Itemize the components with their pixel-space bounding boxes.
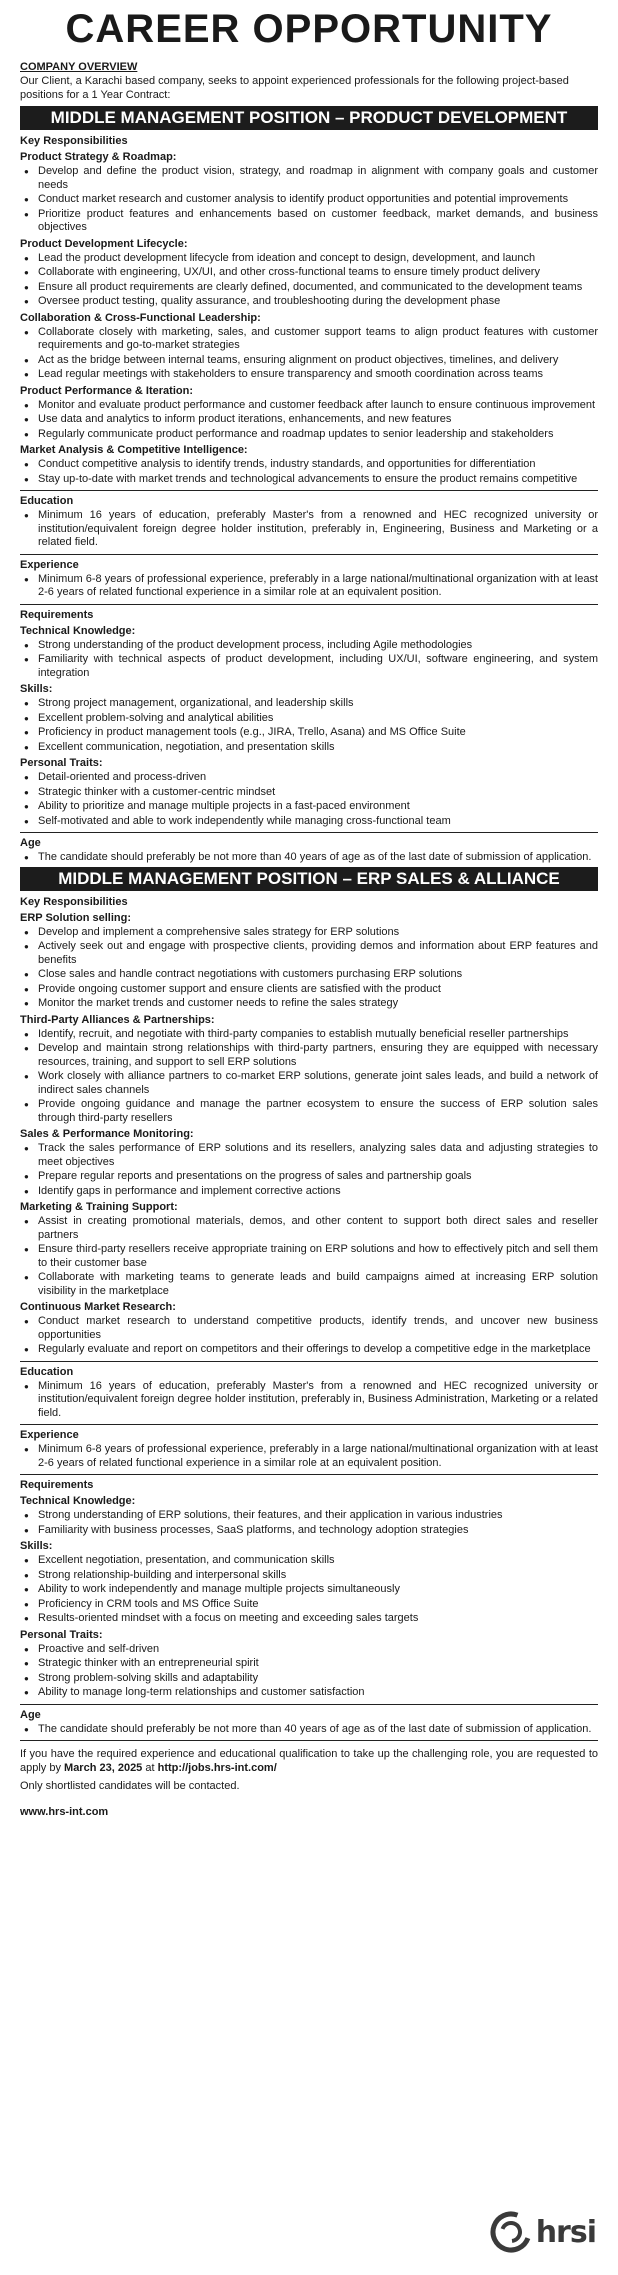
list-item: ● Regularly evaluate and report on competitors and their offerings to develop a competitive edge in the marketplace: [20, 1343, 598, 1357]
list-item: ● Conduct competitive analysis to identify trends, industry standards, and opportunities for differentiation: [20, 458, 598, 472]
responsibility-list: [20, 165, 598, 235]
list-item: ● Proactive and self-driven: [20, 1643, 598, 1657]
footer-divider: [20, 1740, 598, 1741]
list-item: ● Excellent problem-solving and analytical abilities: [20, 712, 598, 726]
position-title-banner: MIDDLE MANAGEMENT POSITION – ERP SALES & ALLIANCE: [20, 867, 598, 891]
list-item: ● Lead the product development lifecycle from ideation and concept to design, development, and launch: [20, 252, 598, 266]
list-item: ● Act as the bridge between internal teams, ensuring alignment on product objectives, timelines, and delivery: [20, 354, 598, 368]
logo-text: hrsi: [535, 2214, 596, 2250]
list-item: ● Monitor and evaluate product performance and customer feedback after launch to ensure continuous improvement: [20, 399, 598, 413]
list-item: ● Self-motivated and able to work independently while managing cross-functional team: [20, 815, 598, 829]
list-item: ● Lead regular meetings with stakeholders to ensure transparency and smooth coordination across teams: [20, 368, 598, 382]
responsibility-group-heading: Continuous Market Research:: [20, 1301, 176, 1313]
list-item: ● Monitor the market trends and customer needs to refine the sales strategy: [20, 997, 598, 1011]
list-item: ● Collaborate with engineering, UX/UI, and other cross-functional teams to ensure timely product delivery: [20, 266, 598, 280]
key-responsibilities-heading: Key Responsibilities: [20, 895, 128, 908]
section-divider: [20, 1424, 598, 1425]
apply-text-mid: at: [142, 1762, 158, 1774]
age-heading: Age: [20, 1708, 41, 1721]
list-item: ● Proficiency in product management tools (e.g., JIRA, Trello, Asana) and MS Office Suite: [20, 726, 598, 740]
list-item: ● Strong understanding of ERP solutions, their features, and their application in various industries: [20, 1509, 598, 1523]
responsibility-group-heading: Sales & Performance Monitoring:: [20, 1128, 194, 1140]
responsibility-list: [20, 252, 598, 309]
page-title: CAREER OPPORTUNITY: [65, 7, 553, 51]
section-divider: [20, 1474, 598, 1475]
apply-text-start: If you have the required experience and educational qualification to take up the challenging role, you are requested to apply by: [20, 1748, 598, 1774]
responsibility-list: [20, 1315, 598, 1357]
list-item: ● Excellent negotiation, presentation, and communication skills: [20, 1554, 598, 1568]
responsibility-group-heading: Marketing & Training Support:: [20, 1201, 178, 1213]
requirements-heading: Requirements: [20, 1479, 94, 1491]
list-item: ● Develop and maintain strong relationships with third-party partners, ensuring they are equipped with necessary resources, training, and support to sell ERP solutions: [20, 1042, 598, 1069]
requirement-list: [20, 639, 598, 681]
list-item: ● The candidate should preferably be not more than 40 years of age as of the last date of submission of application.: [20, 851, 598, 865]
list-item: ● Minimum 6-8 years of professional experience, preferably in a large national/multinational organization with at least 2-6 years of related functional experience in a similar role at an equivalent position.: [20, 1443, 598, 1470]
education-heading: Education: [20, 1365, 74, 1378]
responsibility-group-heading: Market Analysis & Competitive Intelligence:: [20, 444, 248, 456]
list-item: ● Minimum 16 years of education, preferably Master's from a renowned and HEC recognized university or institution/equivalent foreign degree holder institution, preferably in, Engineering, Business and Marketing or a related field.: [20, 509, 598, 550]
age-heading: Age: [20, 837, 41, 849]
list-item: ● Oversee product testing, quality assurance, and troubleshooting during the development phase: [20, 295, 598, 309]
list-item: ● Strategic thinker with an entrepreneurial spirit: [20, 1657, 598, 1671]
list-item: ● Strong problem-solving skills and adaptability: [20, 1672, 598, 1686]
application-deadline: March 23, 2025: [64, 1762, 143, 1774]
requirement-group-heading: Technical Knowledge:: [20, 624, 136, 637]
list-item: ● Proficiency in CRM tools and MS Office Suite: [20, 1598, 598, 1612]
responsibility-list: [20, 458, 598, 486]
company-overview-heading: COMPANY OVERVIEW: [20, 61, 138, 73]
list-item: ● Collaborate with marketing teams to generate leads and build campaigns aimed at increasing ERP solution visibility in the marketplace: [20, 1271, 598, 1298]
list-item: ● Prepare regular reports and presentations on the progress of sales and partnership goals: [20, 1170, 598, 1184]
list-item: ● Conduct market research to understand competitive products, identify trends, and uncover new business opportunities: [20, 1315, 598, 1342]
requirement-list: [20, 1554, 598, 1626]
list-item: ● Familiarity with technical aspects of product development, including UX/UI, software engineering, and system integration: [20, 653, 598, 680]
education-list: [20, 509, 598, 550]
responsibility-group-heading: Product Development Lifecycle:: [20, 237, 188, 250]
list-item: ● Develop and implement a comprehensive sales strategy for ERP solutions: [20, 926, 598, 940]
list-item: ● Regularly communicate product performance and roadmap updates to senior leadership and stakeholders: [20, 428, 598, 442]
list-item: ● Identify, recruit, and negotiate with third-party companies to establish mutually beneficial reseller partnerships: [20, 1028, 598, 1042]
responsibility-group-heading: Third-Party Alliances & Partnerships:: [20, 1013, 215, 1026]
list-item: ● Results-oriented mindset with a focus on meeting and exceeding sales targets: [20, 1612, 598, 1626]
section-divider: [20, 1704, 598, 1705]
list-item: ● Collaborate closely with marketing, sales, and customer support teams to align product features with customer requirements and go-to-market strategies: [20, 326, 598, 353]
responsibility-list: [20, 926, 598, 1011]
education-heading: Education: [20, 495, 74, 507]
requirement-list: [20, 1509, 598, 1537]
experience-heading: Experience: [20, 558, 79, 571]
requirements-heading: Requirements: [20, 608, 94, 621]
list-item: ● Strong project management, organizational, and leadership skills: [20, 697, 598, 711]
section-divider: [20, 1361, 598, 1362]
list-item: ● Minimum 16 years of education, preferably Master's from a renowned and HEC recognized university or institution/equivalent foreign degree holder institution, preferably in, Business Administration, Marketing or a related field.: [20, 1380, 598, 1421]
list-item: ● Detail-oriented and process-driven: [20, 771, 598, 785]
list-item: ● Strong understanding of the product development process, including Agile methodologies: [20, 639, 598, 653]
list-item: ● Ensure all product requirements are clearly defined, documented, and communicated to the development teams: [20, 281, 598, 295]
requirement-group-heading: Technical Knowledge:: [20, 1495, 136, 1507]
application-link[interactable]: http://jobs.hrs-int.com/: [157, 1762, 277, 1774]
key-responsibilities-heading: Key Responsibilities: [20, 135, 128, 147]
responsibility-group-heading: Collaboration & Cross-Functional Leadership:: [20, 311, 261, 324]
requirement-group-heading: Skills:: [20, 1540, 53, 1552]
list-item: ● Minimum 6-8 years of professional experience, preferably in a large national/multinational organization with at least 2-6 years of related functional experience in a similar role at an equivalent position.: [20, 573, 598, 600]
list-item: ● Actively seek out and engage with prospective clients, providing demos and information about ERP features and benefits: [20, 940, 598, 967]
experience-list: [20, 1443, 598, 1470]
requirement-group-heading: Personal Traits:: [20, 1628, 103, 1641]
list-item: ● Develop and define the product vision, strategy, and roadmap in alignment with company goals and customer needs: [20, 165, 598, 192]
list-item: ● Provide ongoing guidance and manage the partner ecosystem to ensure the success of ERP solution sales through third-party resellers: [20, 1098, 598, 1125]
experience-heading: Experience: [20, 1429, 79, 1441]
list-item: ● Use data and analytics to inform product iterations, enhancements, and new features: [20, 413, 598, 427]
positions-container: [20, 106, 598, 1736]
experience-list: [20, 573, 598, 600]
shortlist-note: Only shortlisted candidates will be contacted.: [20, 1780, 240, 1792]
list-item: ● Ability to work independently and manage multiple projects simultaneously: [20, 1583, 598, 1597]
responsibility-list: [20, 1142, 598, 1198]
list-item: ● Assist in creating promotional materials, demos, and other content to support both direct sales and reseller partners: [20, 1215, 598, 1242]
list-item: ● Track the sales performance of ERP solutions and its resellers, analyzing sales data and adjusting strategies to meet objectives: [20, 1142, 598, 1169]
section-divider: [20, 604, 598, 605]
responsibility-group-heading: ERP Solution selling:: [20, 911, 132, 924]
responsibility-list: [20, 1215, 598, 1298]
requirement-list: [20, 697, 598, 754]
responsibility-list: [20, 399, 598, 442]
company-website[interactable]: www.hrs-int.com: [20, 1806, 109, 1818]
list-item: ● Prioritize product features and enhancements based on customer feedback, market demands, and business objectives: [20, 208, 598, 235]
list-item: ● Ability to prioritize and manage multiple projects in a fast-paced environment: [20, 800, 598, 814]
hrsi-swirl-logo-icon: [490, 2211, 532, 2253]
application-instructions: [20, 1747, 598, 1775]
section-divider: [20, 554, 598, 555]
requirement-list: [20, 771, 598, 828]
responsibility-list: [20, 1028, 598, 1126]
section-divider: [20, 832, 598, 833]
list-item: ● Strategic thinker with a customer-centric mindset: [20, 786, 598, 800]
list-item: ● Ability to manage long-term relationships and customer satisfaction: [20, 1686, 598, 1700]
list-item: ● Work closely with alliance partners to co-market ERP solutions, generate joint sales leads, and build a network of indirect sales channels: [20, 1070, 598, 1097]
requirement-list: [20, 1643, 598, 1700]
list-item: ● Excellent communication, negotiation, and presentation skills: [20, 741, 598, 755]
hrsi-logo: [490, 2211, 596, 2253]
responsibility-group-heading: Product Strategy & Roadmap:: [20, 151, 177, 163]
position-section: [20, 867, 598, 1737]
company-overview-text: Our Client, a Karachi based company, seeks to appoint experienced professionals for the following project-based positions for a 1 Year Contract:: [20, 75, 569, 101]
section-divider: [20, 490, 598, 491]
list-item: ● Provide ongoing customer support and ensure clients are satisfied with the product: [20, 983, 598, 997]
position-section: [20, 106, 598, 865]
responsibility-group-heading: Product Performance & Iteration:: [20, 384, 193, 397]
list-item: ● The candidate should preferably be not more than 40 years of age as of the last date of submission of application.: [20, 1723, 598, 1737]
position-title-banner: MIDDLE MANAGEMENT POSITION – PRODUCT DEVELOPMENT: [20, 106, 598, 130]
list-item: ● Ensure third-party resellers receive appropriate training on ERP solutions and how to effectively pitch and sell them to their customer base: [20, 1243, 598, 1270]
requirement-group-heading: Skills:: [20, 683, 53, 695]
list-item: ● Close sales and handle contract negotiations with customers purchasing ERP solutions: [20, 968, 598, 982]
requirement-group-heading: Personal Traits:: [20, 757, 103, 769]
list-item: ● Conduct market research and customer analysis to identify product opportunities and potential improvements: [20, 193, 598, 207]
age-list: [20, 1723, 598, 1737]
responsibility-list: [20, 326, 598, 382]
list-item: ● Identify gaps in performance and implement corrective actions: [20, 1185, 598, 1199]
list-item: ● Strong relationship-building and interpersonal skills: [20, 1569, 598, 1583]
education-list: [20, 1380, 598, 1421]
list-item: ● Stay up-to-date with market trends and technological advancements to ensure the product remains competitive: [20, 473, 598, 487]
list-item: ● Familiarity with business processes, SaaS platforms, and technology adoption strategies: [20, 1524, 598, 1538]
age-list: [20, 851, 598, 865]
